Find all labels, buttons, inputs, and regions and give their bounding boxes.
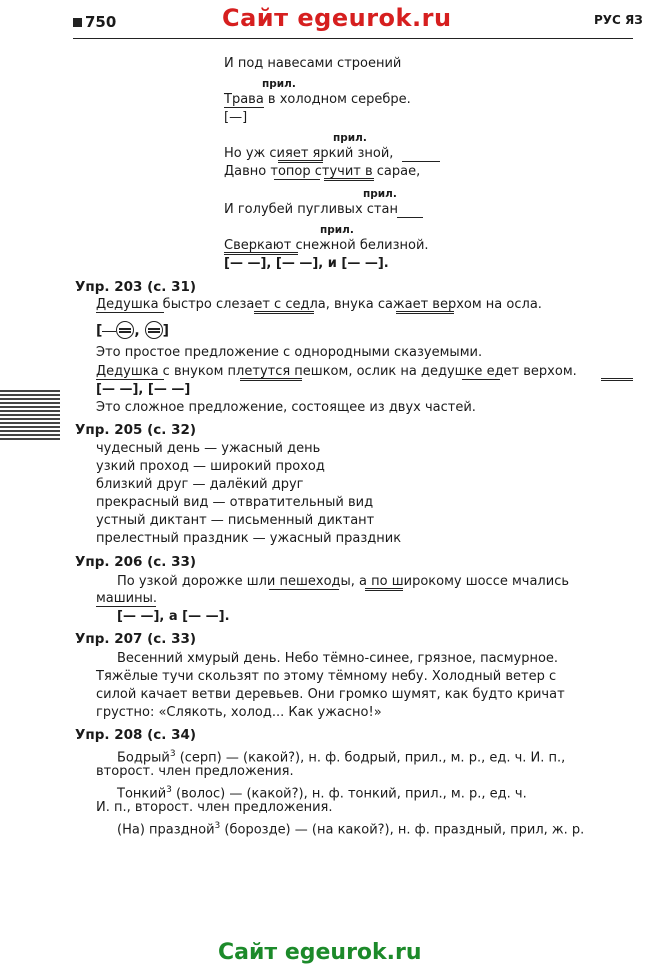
word-pair: чудесный день — ужасный день [96, 441, 321, 456]
pos-mark: прил. [262, 78, 296, 90]
exercise-title: Упр. 208 (с. 34) [75, 727, 197, 743]
exercise-line: Дедушка быстро слезает с седла, внука сажает верхом на осла. [96, 297, 542, 312]
page-number [73, 13, 116, 31]
pos-mark: прил. [333, 132, 367, 144]
poem-line: И голубей пугливых стан [224, 202, 398, 218]
word-pair: прекрасный вид — отвратительный вид [96, 495, 374, 510]
word-pair: узкий проход — широкий проход [96, 459, 325, 474]
exercise-line: Это сложное предложение, состоящее из двух частей. [96, 400, 476, 415]
exercise-line: Весенний хмурый день. Небо тёмно-синее, грязное, пасмурное. [117, 651, 559, 666]
exercise-line: (На) праздной$^3$ (борозде) — (на какой?), н. ф. праздный, прил, ж. р. [117, 821, 585, 838]
scheme: [— —], а [— —]. [117, 609, 230, 624]
exercise-line: грустно: «Слякоть, холод... Как ужасно!» [96, 705, 382, 720]
exercise-line: Тяжёлые тучи скользят по этому тёмному небу. Холодный ветер с [96, 669, 557, 684]
predicate-circle-icon [116, 321, 134, 339]
poem-line: Сверкают снежной белизной. [224, 238, 429, 253]
subject-label: РУС ЯЗ [594, 13, 643, 27]
exercise-line: силой качает ветви деревьев. Они громко шумят, как будто кричат [96, 687, 565, 702]
poem-line: Но уж сияет яркий зной, [224, 146, 393, 162]
exercise-title: Упр. 206 (с. 33) [75, 554, 197, 570]
exercise-line: Это простое предложение с однородными сказуемыми. [96, 345, 483, 360]
poem-line: Трава в холодном серебре. [224, 92, 411, 107]
scheme: [—] [224, 110, 248, 125]
site-watermark-bottom: Сайт egeurok.ru [218, 940, 422, 965]
site-watermark-top: Сайт egeurok.ru [222, 4, 452, 32]
exercise-title: Упр. 205 (с. 32) [75, 422, 197, 438]
pos-mark: прил. [320, 224, 354, 236]
poem-line: И под навесами строений [224, 56, 402, 71]
word-pair: прелестный праздник — ужасный праздник [96, 531, 402, 546]
square-icon [73, 18, 82, 27]
exercise-line: машины. [96, 591, 158, 606]
scheme: [— —], [— —], и [— —]. [224, 256, 389, 271]
exercise-title: Упр. 207 (с. 33) [75, 631, 197, 647]
exercise-line: Дедушка с внуком плетутся пешком, ослик на дедушке едет верхом. [96, 364, 577, 380]
predicate-circle-icon [145, 321, 163, 339]
page-number-text: 750 [85, 13, 117, 31]
word-pair: близкий друг — далёкий друг [96, 477, 304, 492]
exercise-line: По узкой дорожке шли пешеходы, а по широкому шоссе мчались [117, 574, 570, 589]
exercise-title: Упр. 203 (с. 31) [75, 279, 197, 295]
pos-mark: прил. [363, 188, 397, 200]
scheme: [ , ] [96, 323, 170, 339]
poem-line: Давно топор стучит в сарае, [224, 164, 421, 179]
exercise-line: Бодрый$^3$ (серп) — (какой?), н. ф. бодрый, прил., м. р., ед. ч. И. п., [117, 749, 566, 766]
word-pair: устный диктант — письменный диктант [96, 513, 375, 528]
exercise-line: второст. член предложения. [96, 764, 294, 779]
exercise-line: Тонкий$^3$ (волос) — (какой?), н. ф. тонкий, прил., м. р., ед. ч. [117, 785, 527, 802]
exercise-line: И. п., второст. член предложения. [96, 800, 333, 815]
page-edge-marker [0, 390, 60, 442]
scheme: [— —], [— —] [96, 382, 191, 397]
